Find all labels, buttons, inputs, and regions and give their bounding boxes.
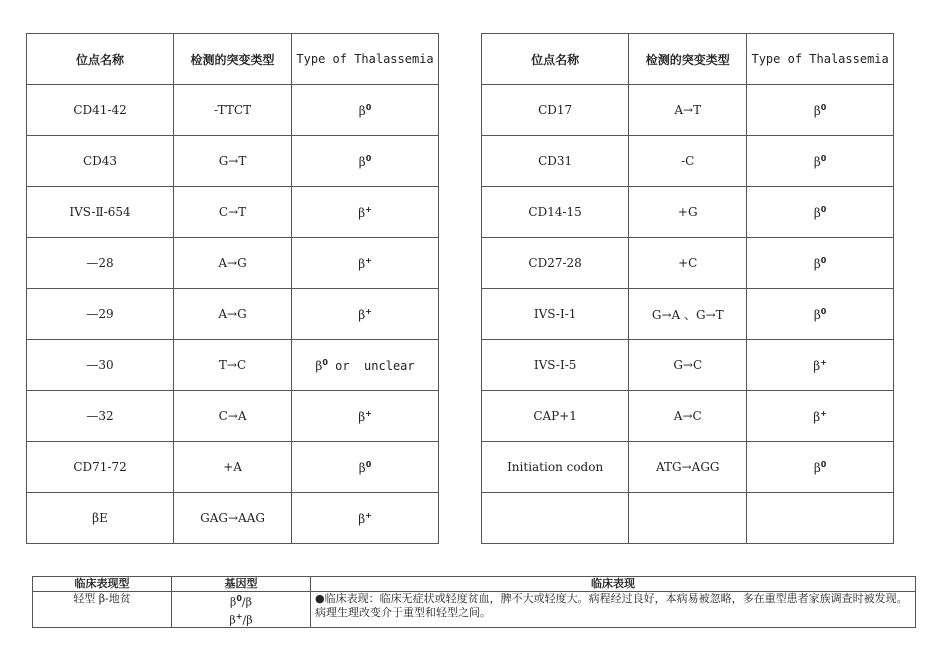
mutation-cell: -TTCT — [174, 85, 292, 136]
site-cell: CD43 — [27, 136, 174, 187]
clinical-description: ●临床表现：临床无症状或轻度贫血，脾不大或轻度大。病程经过良好，本病易被忽略，多在重型患者家族调查时被发现。病理生理改变介于重型和轻型之间。 — [311, 592, 916, 628]
type-sup: 0 — [365, 102, 372, 112]
header-site: 位点名称 — [27, 34, 174, 85]
mutation-cell: C→A — [174, 391, 292, 442]
mutation-table-left — [26, 33, 439, 544]
site-cell: CAP+1 — [482, 391, 629, 442]
type-cell — [292, 238, 439, 289]
header-site: 位点名称 — [482, 34, 629, 85]
type-cell — [747, 340, 894, 391]
site-cell: CD14-15 — [482, 187, 629, 238]
genotype-cell — [172, 592, 311, 628]
site-cell: CD31 — [482, 136, 629, 187]
site-cell: —28 — [27, 238, 174, 289]
table-row — [27, 187, 439, 238]
type-sup: 0 — [365, 153, 372, 163]
mutation-cell: +C — [629, 238, 747, 289]
type-cell — [747, 493, 894, 544]
header-clinical: 临床表现 — [311, 577, 916, 592]
type-base: β — [813, 358, 821, 373]
site-cell: —32 — [27, 391, 174, 442]
table-row — [27, 442, 439, 493]
table-row — [27, 289, 439, 340]
type-sup: + — [365, 306, 372, 316]
type-cell — [747, 289, 894, 340]
mutation-cell: C→T — [174, 187, 292, 238]
site-cell: Initiation codon — [482, 442, 629, 493]
type-cell — [292, 136, 439, 187]
table-row — [482, 340, 894, 391]
table-header-row — [27, 34, 439, 85]
site-cell: IVS-Ⅰ-1 — [482, 289, 629, 340]
mutation-cell: T→C — [174, 340, 292, 391]
type-base: β — [358, 307, 366, 322]
mutation-cell: ATG→AGG — [629, 442, 747, 493]
header-type: Type of Thalassemia — [747, 34, 894, 85]
type-cell — [292, 442, 439, 493]
type-sup: + — [365, 255, 372, 265]
mutation-cell: A→G — [174, 238, 292, 289]
table-row — [27, 493, 439, 544]
site-cell — [482, 493, 629, 544]
type-cell — [747, 391, 894, 442]
type-sup: 0 — [820, 153, 827, 163]
type-cell — [292, 289, 439, 340]
mutation-cell: GAG→AAG — [174, 493, 292, 544]
table-body — [27, 85, 439, 544]
mutation-cell: G→C — [629, 340, 747, 391]
mutation-cell: A→G — [174, 289, 292, 340]
type-base: β — [315, 358, 323, 373]
type-sup: + — [365, 408, 372, 418]
type-sup: 0 — [820, 102, 827, 112]
clinical-table — [32, 576, 916, 628]
site-cell: CD27-28 — [482, 238, 629, 289]
mutation-cell: +G — [629, 187, 747, 238]
type-cell — [292, 187, 439, 238]
type-base: β — [813, 409, 821, 424]
type-cell — [747, 85, 894, 136]
type-sup: 0 — [322, 357, 328, 367]
table-row — [27, 85, 439, 136]
type-cell — [747, 238, 894, 289]
table-row — [27, 136, 439, 187]
type-cell — [292, 340, 439, 391]
type-sup: 0 — [820, 204, 827, 214]
header-genotype: 基因型 — [172, 577, 311, 592]
type-sup: + — [820, 408, 827, 418]
table-row — [27, 391, 439, 442]
table-row — [482, 136, 894, 187]
site-cell: CD71-72 — [27, 442, 174, 493]
type-base: β — [358, 460, 366, 475]
type-sup: + — [365, 204, 372, 214]
type-base: β — [358, 409, 366, 424]
mutation-cell: +A — [174, 442, 292, 493]
type-sup: 0 — [820, 306, 827, 316]
mutation-cell — [629, 493, 747, 544]
type-base: β — [813, 103, 821, 118]
table-row — [482, 238, 894, 289]
type-cell — [747, 187, 894, 238]
type-base: β — [358, 154, 366, 169]
mutation-cell: A→C — [629, 391, 747, 442]
type-base: β — [813, 205, 821, 220]
type-base: β — [358, 256, 366, 271]
type-cell — [292, 391, 439, 442]
type-cell — [747, 136, 894, 187]
site-cell: CD41-42 — [27, 85, 174, 136]
table-row — [482, 391, 894, 442]
type-sup: + — [365, 510, 372, 520]
type-sup: 0 — [365, 459, 372, 469]
table-row — [482, 442, 894, 493]
type-base: β — [358, 205, 366, 220]
table-body — [482, 85, 894, 544]
table-row — [482, 289, 894, 340]
type-base: β — [358, 511, 366, 526]
mutation-cell: A→T — [629, 85, 747, 136]
site-cell: —30 — [27, 340, 174, 391]
table-row — [482, 85, 894, 136]
genotype-line: $\beta^0/\beta$ — [229, 594, 252, 609]
table-row — [482, 493, 894, 544]
type-base: β — [813, 256, 821, 271]
header-mutation: 检测的突变类型 — [629, 34, 747, 85]
type-sup: + — [820, 357, 827, 367]
table-row — [27, 340, 439, 391]
header-type: Type of Thalassemia — [292, 34, 439, 85]
table-row — [27, 238, 439, 289]
table-row — [482, 187, 894, 238]
site-cell: —29 — [27, 289, 174, 340]
type-sup: 0 — [820, 255, 827, 265]
site-cell: βE — [27, 493, 174, 544]
site-cell: IVS-Ⅰ-5 — [482, 340, 629, 391]
site-cell: CD17 — [482, 85, 629, 136]
mutation-table-right — [481, 33, 894, 544]
table-header-row — [482, 34, 894, 85]
mutation-cell: -C — [629, 136, 747, 187]
type-sup: 0 — [820, 459, 827, 469]
type-base: β — [813, 307, 821, 322]
type-base: β — [358, 103, 366, 118]
mutation-cell: G→A 、G→T — [629, 289, 747, 340]
type-base: β — [813, 154, 821, 169]
mutation-cell: G→T — [174, 136, 292, 187]
type-suffix: or unclear — [327, 358, 415, 373]
header-phenotype: 临床表现型 — [33, 577, 172, 592]
type-cell — [292, 493, 439, 544]
phenotype-cell: 轻型 β-地贫 — [33, 592, 172, 628]
clinical-row — [33, 592, 916, 628]
site-cell: IVS-Ⅱ-654 — [27, 187, 174, 238]
clinical-header-row — [33, 577, 916, 592]
type-cell — [292, 85, 439, 136]
type-base: β — [813, 460, 821, 475]
header-mutation: 检测的突变类型 — [174, 34, 292, 85]
genotype-line: β+/β — [229, 611, 253, 627]
type-cell — [747, 442, 894, 493]
